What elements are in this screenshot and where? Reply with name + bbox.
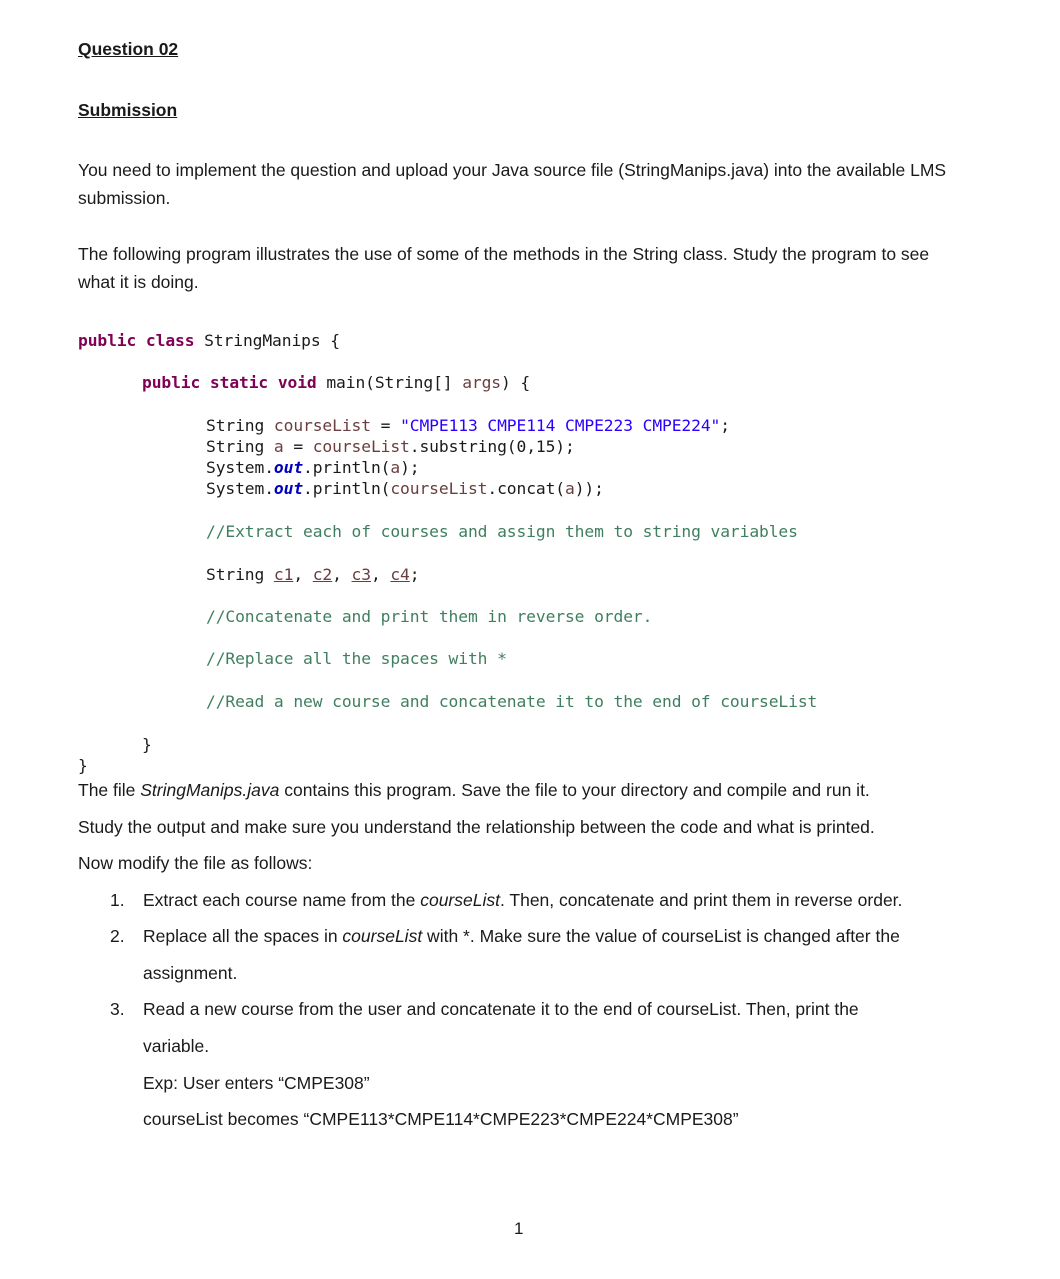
- code-variable: courseList: [390, 479, 488, 498]
- code-text: main(String[]: [316, 373, 463, 392]
- code-comment-extract: //Extract each of courses and assign them to string variables: [206, 522, 798, 541]
- page-number: 1: [514, 1219, 524, 1238]
- code-string: "CMPE113 CMPE114 CMPE223 CMPE224": [400, 416, 721, 435]
- code-line-1: [206, 416, 730, 435]
- list-number: 2.: [110, 926, 125, 946]
- code-text: =: [370, 416, 401, 435]
- text-span: with *. Make sure the value of courseList is changed after the: [422, 926, 900, 946]
- code-variable: c1: [273, 565, 294, 584]
- code-variable: a: [390, 458, 401, 477]
- file-paragraph: [78, 776, 870, 804]
- code-text: System.: [206, 458, 274, 477]
- code-text: System.: [206, 479, 274, 498]
- text-span: . Then, concatenate and print them in reverse order.: [499, 890, 903, 910]
- list-number: 1.: [110, 890, 125, 910]
- code-text: ;: [409, 565, 420, 584]
- list-item: [143, 886, 902, 914]
- list-item-continuation: assignment.: [143, 963, 238, 983]
- file-name: StringManips.java: [140, 780, 280, 800]
- code-text: .substring(0,15);: [409, 437, 575, 456]
- code-text: StringManips {: [194, 331, 340, 350]
- code-field: out: [273, 479, 304, 498]
- code-text: ;: [720, 416, 730, 435]
- study-output-paragraph: Study the output and make sure you understand the relationship between the code and what is printed.: [78, 817, 875, 837]
- code-variable: courseList: [312, 437, 410, 456]
- code-variable: a: [273, 437, 284, 456]
- emphasis: courseList: [420, 890, 500, 910]
- code-variable: a: [565, 479, 575, 498]
- code-variable: c4: [390, 565, 410, 584]
- code-text: String: [206, 437, 274, 456]
- list-item: Read a new course from the user and concatenate it to the end of courseList. Then, print the: [143, 999, 859, 1019]
- code-field: out: [273, 458, 304, 477]
- code-class-close: }: [78, 756, 88, 775]
- submission-title: Submission: [78, 100, 178, 120]
- result-line: courseList becomes “CMPE113*CMPE114*CMPE223*CMPE224*CMPE308”: [143, 1109, 739, 1129]
- modify-paragraph: Now modify the file as follows:: [78, 853, 313, 873]
- code-text: );: [400, 458, 420, 477]
- code-line-2: [206, 437, 575, 456]
- text-span: The file: [78, 780, 141, 800]
- text-span: contains this program. Save the file to your directory and compile and run it.: [279, 780, 870, 800]
- list-number: 3.: [110, 999, 125, 1019]
- list-item-continuation: variable.: [143, 1036, 210, 1056]
- code-text: ));: [574, 479, 604, 498]
- code-text: String: [206, 565, 274, 584]
- code-variable: c2: [312, 565, 333, 584]
- code-keyword: public static void: [142, 373, 317, 392]
- code-text: ) {: [501, 373, 531, 392]
- emphasis: courseList: [342, 926, 423, 946]
- example-line: Exp: User enters “CMPE308”: [143, 1073, 370, 1093]
- code-method-close: }: [142, 735, 152, 754]
- intro-paragraph: You need to implement the question and upload your Java source file (StringManips.java) into the available LMS submission.: [78, 160, 947, 208]
- code-text: ,: [332, 565, 352, 584]
- code-line-4: [206, 479, 604, 498]
- code-class-line: [78, 331, 340, 350]
- question-title: Question 02: [78, 39, 179, 59]
- code-comment-concatenate: //Concatenate and print them in reverse order.: [206, 607, 653, 626]
- code-text: String: [206, 416, 274, 435]
- code-declaration-line: [206, 565, 419, 584]
- code-text: =: [283, 437, 313, 456]
- code-comment-read: //Read a new course and concatenate it to the end of courseList: [206, 692, 818, 711]
- code-text: .concat(: [487, 479, 566, 498]
- code-text: .println(: [303, 458, 391, 477]
- code-keyword: public class: [78, 331, 195, 350]
- code-variable: c3: [351, 565, 371, 584]
- code-variable: args: [462, 373, 501, 392]
- code-text: ,: [370, 565, 391, 584]
- code-method-line: [142, 373, 530, 392]
- code-comment-replace: //Replace all the spaces with *: [206, 649, 507, 668]
- text-span: Extract each course name from the: [143, 890, 421, 910]
- study-paragraph: The following program illustrates the use of some of the methods in the String class. Study the program to see what it is doing.: [78, 244, 930, 292]
- list-item: [143, 922, 900, 950]
- code-line-3: [206, 458, 419, 477]
- code-text: ,: [293, 565, 313, 584]
- code-variable: courseList: [273, 416, 371, 435]
- text-span: Replace all the spaces in: [143, 926, 343, 946]
- code-text: .println(: [303, 479, 391, 498]
